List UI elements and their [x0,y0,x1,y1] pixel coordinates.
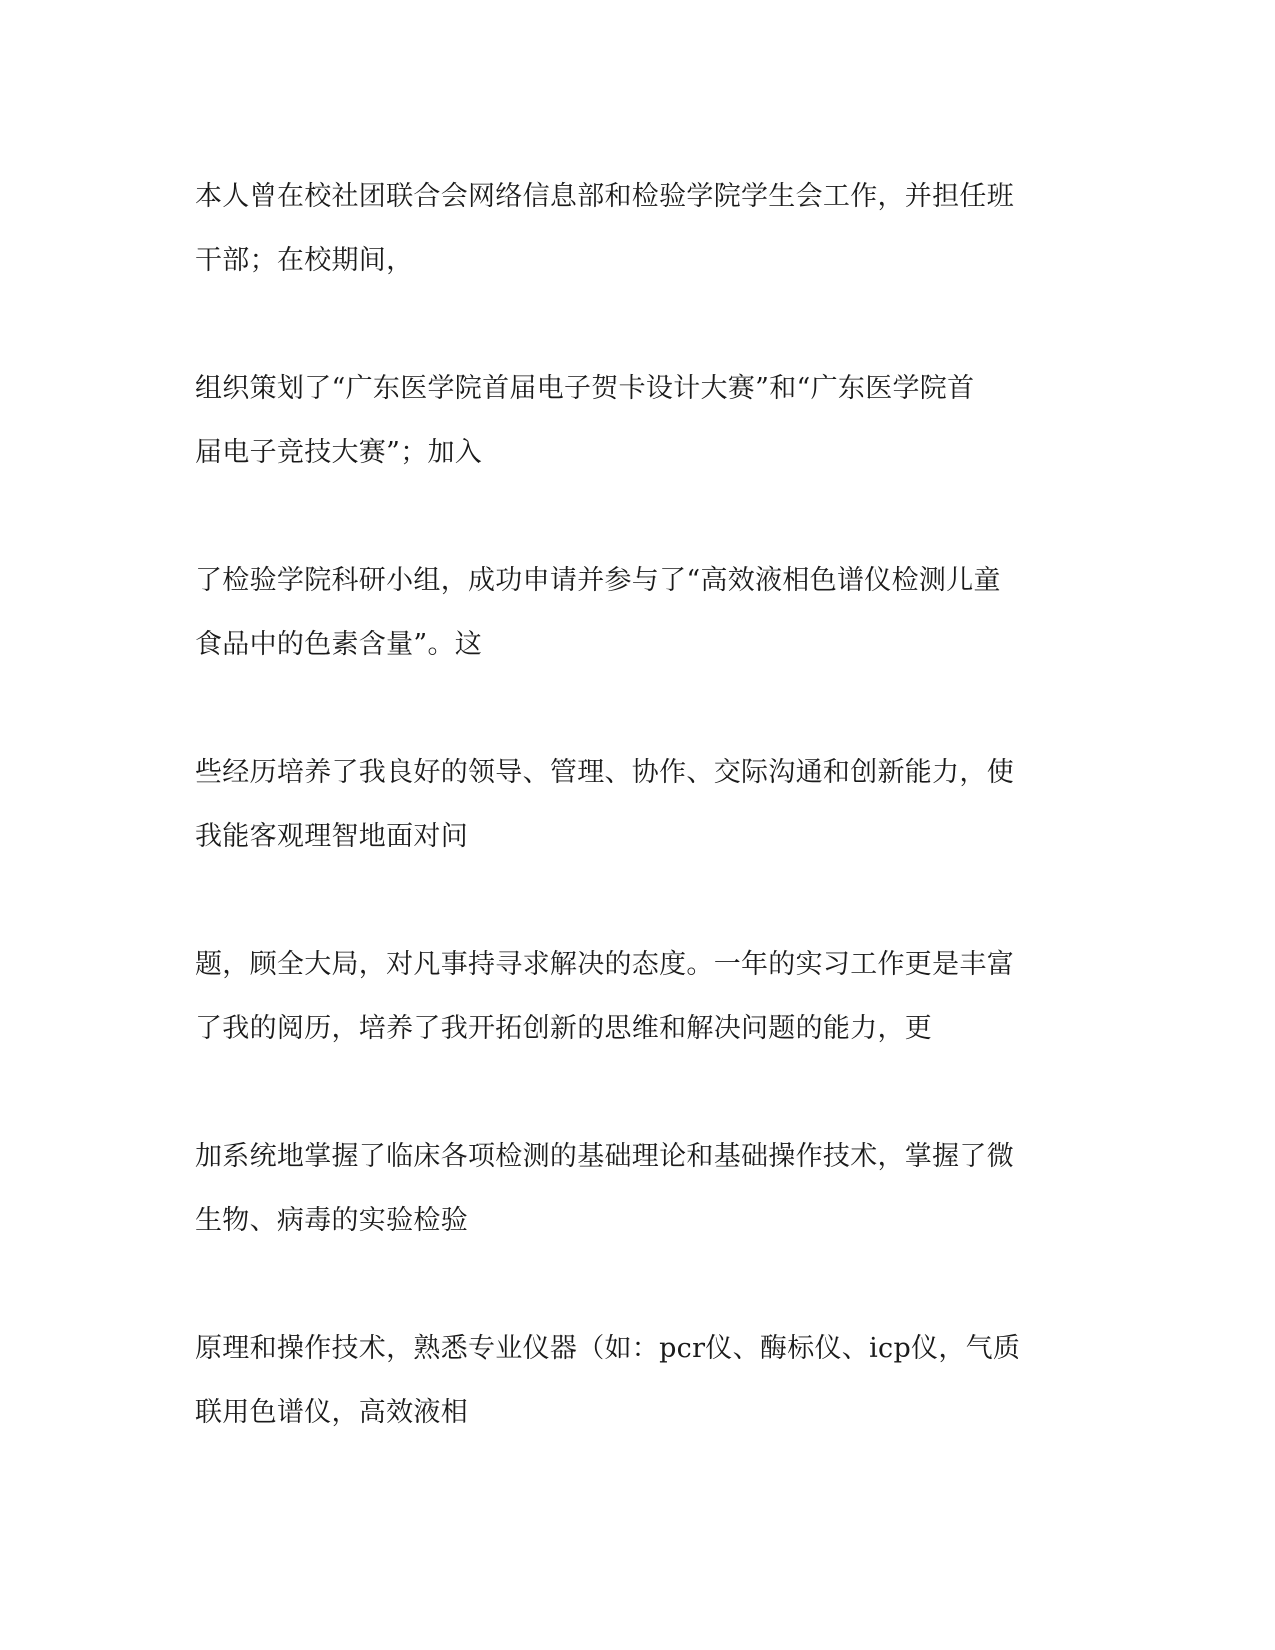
paragraph [195,1125,1075,1253]
paragraph [195,357,1075,485]
text-line: 题，顾全大局，对凡事持寻求解决的态度。一年的实习工作更是丰富 [195,949,1014,980]
paragraph [195,933,1075,1061]
text-line: 了我的阅历，培养了我开拓创新的思维和解决问题的能力，更 [195,1013,933,1044]
text-line: 联用色谱仪，高效液相 [195,1397,468,1428]
paragraph [195,549,1075,677]
text-line: 些经历培养了我良好的领导、管理、协作、交际沟通和创新能力，使 [195,757,1014,788]
paragraph [195,741,1075,869]
text-line: 生物、病毒的实验检验 [195,1205,468,1236]
text-line: 我能客观理智地面对问 [195,821,468,852]
text-line: 干部；在校期间， [195,245,414,276]
paragraph [195,165,1075,293]
document-body [195,165,1075,1509]
text-line: 加系统地掌握了临床各项检测的基础理论和基础操作技术，掌握了微 [195,1141,1014,1172]
text-line: 原理和操作技术，熟悉专业仪器（如：pcr仪、酶标仪、icp仪，气质 [195,1333,1021,1364]
text-line: 食品中的色素含量”。这 [195,629,483,660]
paragraph [195,1317,1075,1445]
text-line: 组织策划了“广东医学院首届电子贺卡设计大赛”和“广东医学院首 [195,373,975,404]
text-line: 届电子竞技大赛”；加入 [195,437,483,468]
text-line: 本人曾在校社团联合会网络信息部和检验学院学生会工作，并担任班 [195,181,1014,212]
text-line: 了检验学院科研小组，成功申请并参与了“高效液相色谱仪检测儿童 [195,565,1001,596]
